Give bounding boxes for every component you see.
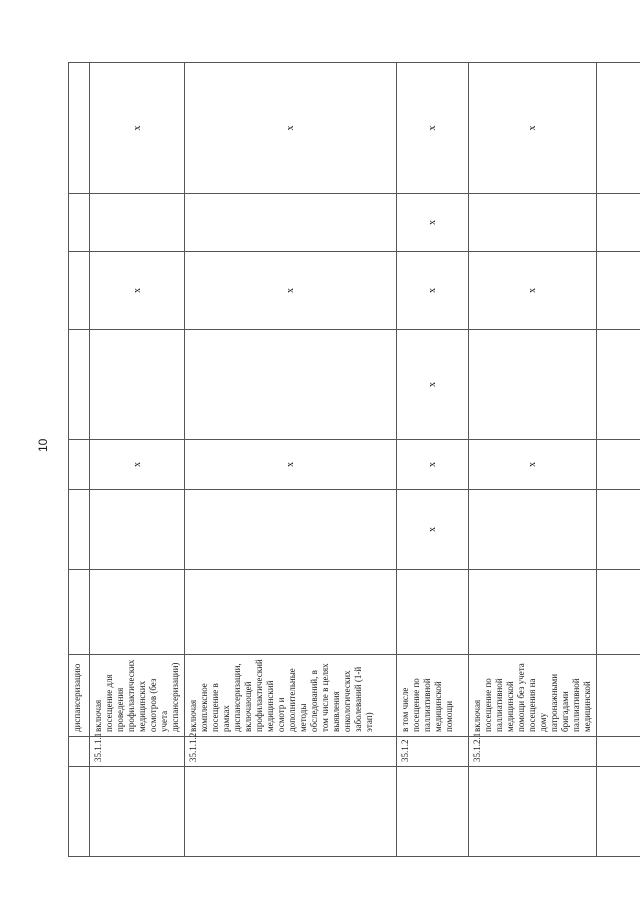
- empty-cell: [597, 330, 640, 440]
- mark-cell: [185, 194, 397, 252]
- row-label: в том числе посещение по паллиативной медицинской помощи: [397, 655, 469, 737]
- mark-cell: x: [185, 63, 397, 194]
- empty-cell: [69, 490, 90, 570]
- mark-cell: [90, 490, 185, 570]
- empty-cell: [69, 570, 90, 655]
- mark-cell: x: [397, 63, 469, 194]
- mark-cell: [90, 570, 185, 655]
- table-row: [185, 63, 397, 857]
- mark-cell: x: [397, 440, 469, 490]
- mark-cell: x: [90, 63, 185, 194]
- page-number: 10: [36, 438, 50, 452]
- mark-cell: x: [469, 440, 597, 490]
- empty-cell: [469, 767, 597, 857]
- header-row: [69, 63, 90, 857]
- empty-cell: [597, 767, 640, 857]
- empty-cell: [69, 737, 90, 767]
- empty-cell: [597, 194, 640, 252]
- mark-cell: [469, 490, 597, 570]
- empty-cell: [69, 194, 90, 252]
- mark-cell: x: [90, 252, 185, 330]
- row-code: 35.1.1.2: [185, 737, 397, 767]
- empty-cell: [397, 767, 469, 857]
- mark-cell: [397, 570, 469, 655]
- row-label: включая посещение для проведения профилактических медицинских осмотров (без учета диспансеризации): [90, 655, 185, 737]
- mark-cell: [185, 490, 397, 570]
- mark-cell: [469, 330, 597, 440]
- empty-cell: [597, 737, 640, 767]
- mark-cell: [469, 194, 597, 252]
- mark-cell: x: [397, 330, 469, 440]
- empty-cell: [597, 440, 640, 490]
- row-label: включая комплексное посещение в рамках диспансеризации, включающей профилактический медицинский осмотр и дополнительные методы обследований, в том числе в целях выявления онкологических заболеваний (1-й этап): [185, 655, 397, 737]
- mark-cell: x: [469, 252, 597, 330]
- table-row: [469, 63, 597, 857]
- mark-cell: x: [469, 63, 597, 194]
- empty-cell: [597, 570, 640, 655]
- mark-cell: x: [397, 490, 469, 570]
- table-row: [90, 63, 185, 857]
- mark-cell: [90, 194, 185, 252]
- empty-cell: [69, 440, 90, 490]
- empty-cell: [597, 655, 640, 737]
- empty-cell: [69, 252, 90, 330]
- row-code: 35.1.2: [397, 737, 469, 767]
- row-code: 35.1.2.1: [469, 737, 597, 767]
- empty-cell: [597, 63, 640, 194]
- empty-cell: [69, 330, 90, 440]
- empty-cell: [69, 767, 90, 857]
- empty-cell: [69, 63, 90, 194]
- data-table: [68, 62, 640, 857]
- row-label: диспансеризацию: [69, 655, 90, 737]
- mark-cell: [185, 330, 397, 440]
- mark-cell: [469, 570, 597, 655]
- mark-cell: [90, 330, 185, 440]
- empty-cell: [185, 767, 397, 857]
- mark-cell: x: [397, 194, 469, 252]
- mark-cell: x: [90, 440, 185, 490]
- mark-cell: [185, 570, 397, 655]
- row-label: включая посещение по паллиативной медицинской помощи без учета посещения на дому патронажными бригадами паллиативной медицинской: [469, 655, 597, 737]
- table-row: [397, 63, 469, 857]
- table-row-empty: [597, 63, 640, 857]
- empty-cell: [597, 490, 640, 570]
- mark-cell: x: [185, 440, 397, 490]
- row-code: 35.1.1.1: [90, 737, 185, 767]
- empty-cell: [90, 767, 185, 857]
- mark-cell: x: [397, 252, 469, 330]
- mark-cell: x: [185, 252, 397, 330]
- empty-cell: [597, 252, 640, 330]
